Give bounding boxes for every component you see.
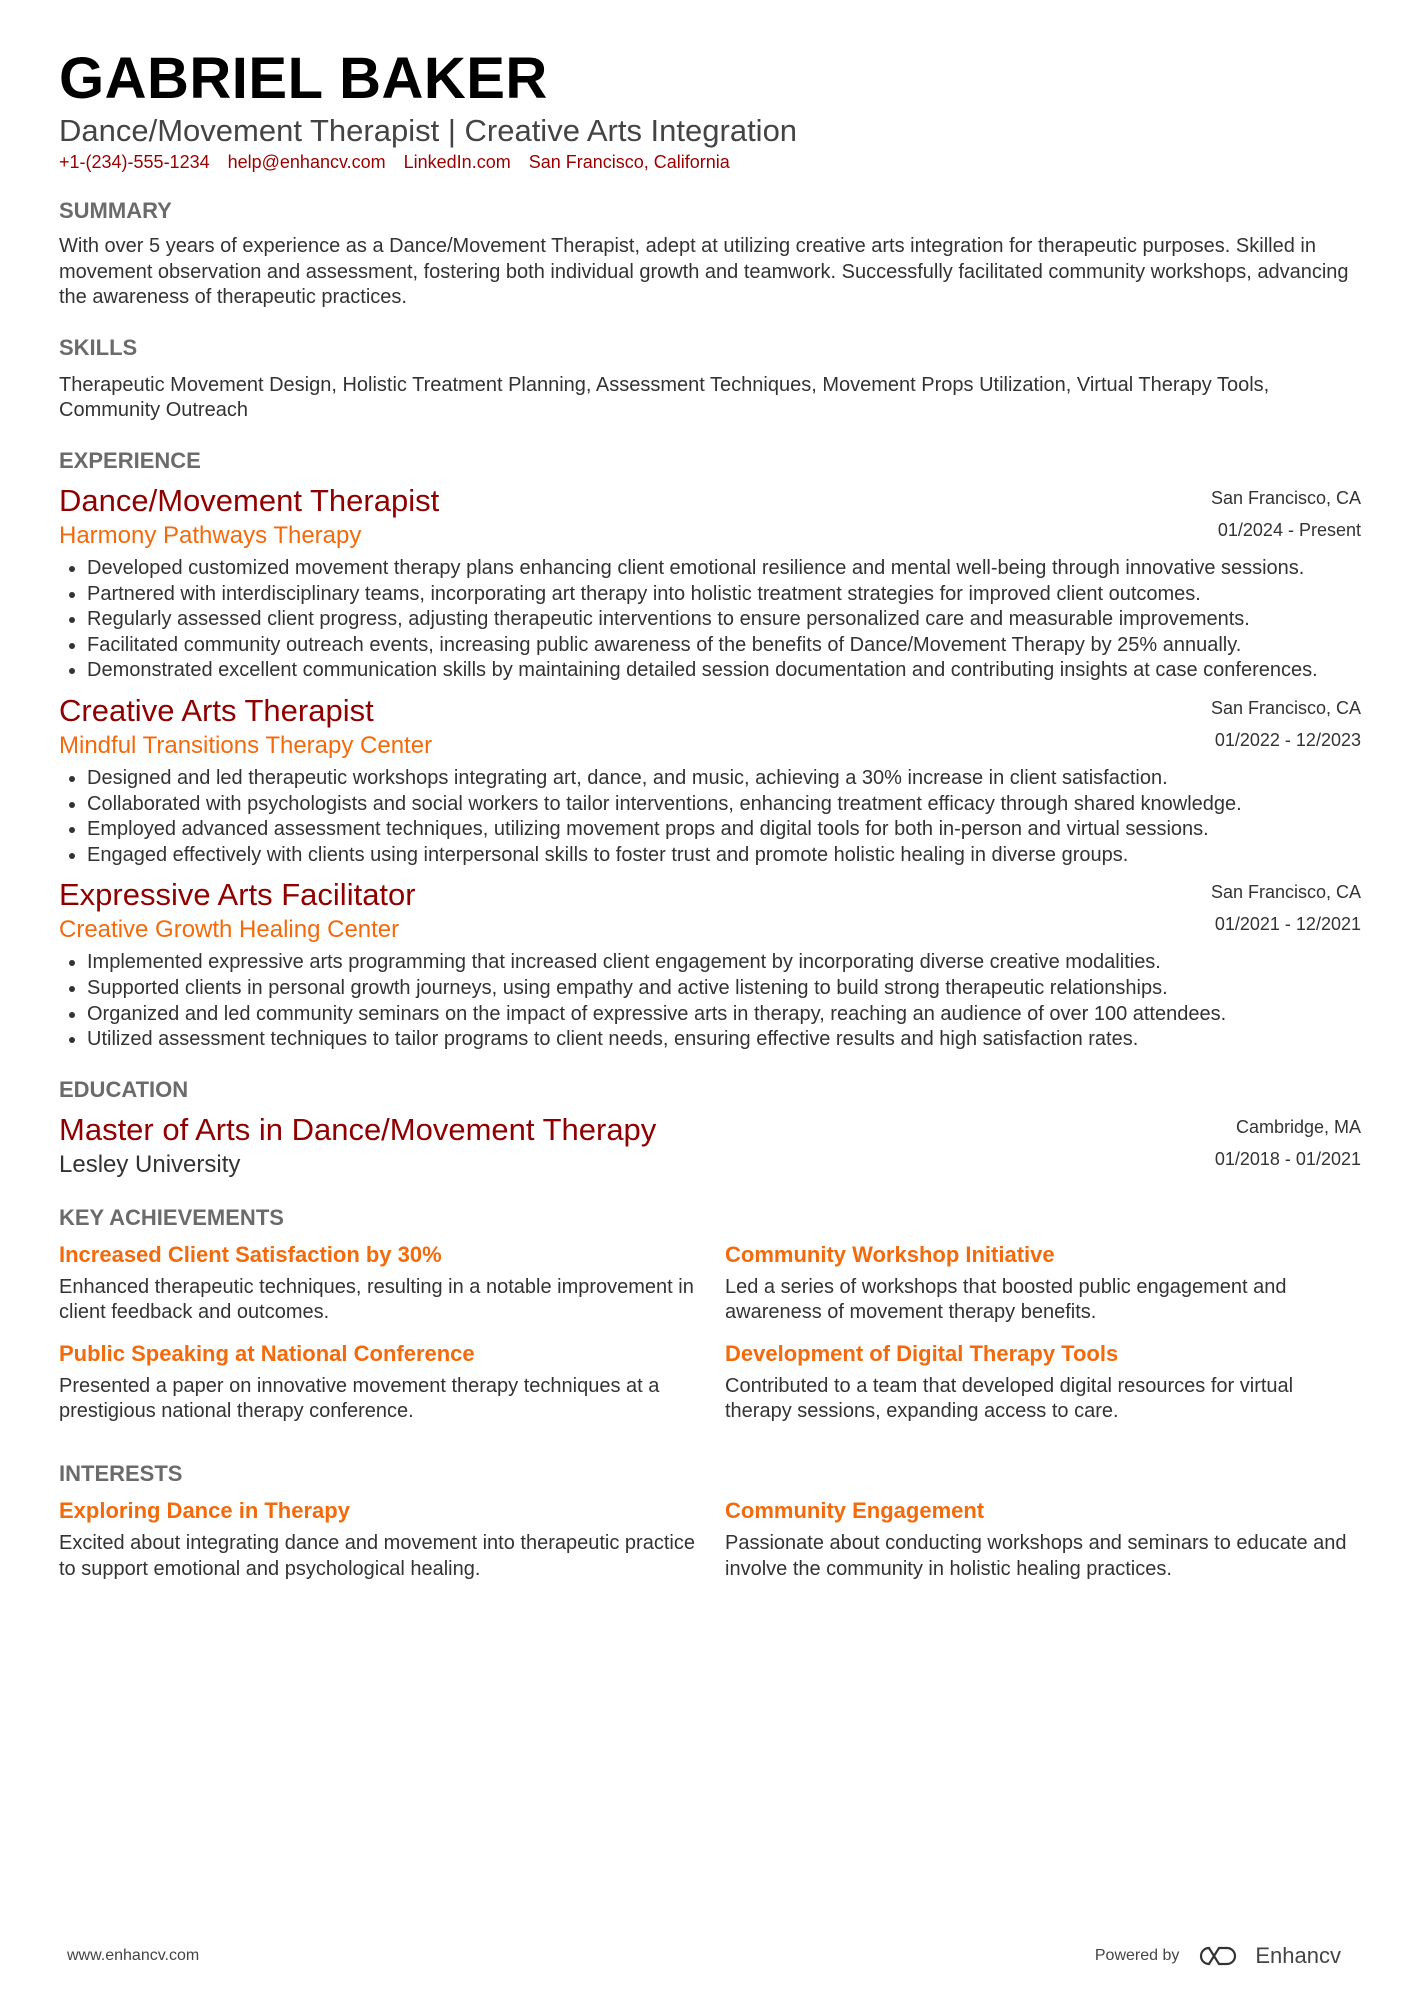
education-location: Cambridge, MA (1235, 1116, 1361, 1137)
achievement-title: Increased Client Satisfaction by 30% (59, 1241, 442, 1267)
bullet: • Organized and led community seminars on the impact of expressive arts in therapy, reaching an audience of over 100 attendees. (87, 1002, 1361, 1028)
bullet: • Designed and led therapeutic workshops integrating art, dance, and music, achieving a 30% increase in client satisfaction. (87, 766, 1361, 792)
bullet: • Utilized assessment techniques to tailor programs to client needs, ensuring effective results and high satisfaction rates. (87, 1027, 1361, 1053)
section-heading: SUMMARY (59, 198, 172, 223)
job-title: Creative Arts Therapist (59, 692, 374, 728)
achievement-title: Community Workshop Initiative (725, 1241, 1055, 1267)
interests-section (59, 1461, 1361, 1594)
degree: Master of Arts in Dance/Movement Therapy (59, 1111, 657, 1147)
summary-section (59, 198, 1361, 311)
job-location: San Francisco, CA (1210, 697, 1361, 718)
linkedin-link[interactable]: LinkedIn.com (403, 152, 511, 172)
company-name: Harmony Pathways Therapy (59, 521, 362, 549)
footer (59, 1903, 1361, 1995)
headline: Dance/Movement Therapist | Creative Arts Integration (59, 113, 798, 148)
achievements-section (59, 1205, 1361, 1437)
bullet: • Implemented expressive arts programming that increased client engagement by incorporating diverse creative modalities. (87, 950, 1361, 976)
skills-section (59, 335, 1361, 424)
powered-by-label: Powered by (1094, 1947, 1180, 1964)
contact-info (59, 150, 1361, 174)
company-name: Mindful Transitions Therapy Center (59, 731, 433, 759)
enhancv-brand: Enhancv (1255, 1943, 1341, 1968)
interest-title: Community Engagement (725, 1498, 985, 1524)
job-dates: 01/2024 - Present (1217, 519, 1361, 540)
job-entry (59, 482, 1361, 684)
enhancv-logo-icon (1193, 1943, 1241, 1969)
education-section (59, 1077, 1361, 1181)
email-link[interactable]: help@enhancv.com (227, 152, 386, 172)
bullet: • Supported clients in personal growth journeys, using empathy and active listening to build strong therapeutic relationships. (87, 976, 1361, 1002)
section-heading: EDUCATION (59, 1076, 189, 1102)
section-heading: KEY ACHIEVEMENTS (59, 1204, 284, 1230)
job-entry (59, 692, 1361, 868)
bullet: • Engaged effectively with clients using interpersonal skills to foster trust and promote holistic healing in diverse groups. (87, 843, 1361, 869)
job-title: Dance/Movement Therapist (59, 482, 440, 518)
skills-text: Therapeutic Movement Design, Holistic Treatment Planning, Assessment Techniques, Movement Props Utilization, Virtual Therapy Tools, Community Outreach (59, 373, 1270, 422)
location: San Francisco, California (528, 152, 730, 172)
achievement-item (725, 1338, 1361, 1425)
experience-section (59, 448, 1361, 1053)
job-location: San Francisco, CA (1210, 882, 1361, 903)
job-dates: 01/2021 - 12/2021 (1214, 914, 1361, 935)
achievement-item (725, 1239, 1361, 1326)
section-heading: SKILLS (59, 334, 138, 360)
interest-text: Excited about integrating dance and movement into therapeutic practice to support emotional and psychological healing. (59, 1532, 695, 1580)
section-heading: INTERESTS (59, 1461, 183, 1487)
phone-link[interactable]: +1-(234)-555-1234 (59, 152, 210, 172)
bullet: • Employed advanced assessment techniques, utilizing movement props and digital tools for both in-person and virtual sessions. (87, 817, 1361, 843)
achievement-text: Presented a paper on innovative movement therapy techniques at a prestigious national therapy conference. (59, 1374, 660, 1423)
job-location: San Francisco, CA (1210, 487, 1361, 508)
bullet: • Facilitated community outreach events, increasing public awareness of the benefits of Dance/Movement Therapy by 25% annually. (87, 633, 1361, 659)
job-dates: 01/2022 - 12/2023 (1214, 729, 1361, 750)
footer-website[interactable]: www.enhancv.com (67, 1947, 200, 1964)
achievement-item (59, 1338, 695, 1425)
interest-item (59, 1495, 695, 1582)
company-name: Creative Growth Healing Center (59, 916, 400, 944)
education-dates: 01/2018 - 01/2021 (1214, 1148, 1361, 1169)
resume-header (59, 46, 1361, 174)
interest-title: Exploring Dance in Therapy (59, 1498, 350, 1524)
interest-item (725, 1495, 1361, 1582)
job-entry (59, 876, 1361, 1052)
bullet: • Developed customized movement therapy plans enhancing client emotional resilience and mental well-being through innovative sessions. (87, 556, 1361, 582)
achievement-text: Led a series of workshops that boosted public engagement and awareness of movement therapy benefits. (725, 1275, 1287, 1324)
achievement-title: Public Speaking at National Conference (59, 1340, 475, 1366)
summary-text: With over 5 years of experience as a Dance/Movement Therapist, adept at utilizing creative arts integration for therapeutic purposes. Skilled in movement observation and assessment, fostering both individual growth and teamwork. Successfully facilitated community workshops, advancing the awareness of therapeutic practices. (59, 235, 1349, 309)
job-bullets (59, 766, 1361, 868)
achievement-title: Development of Digital Therapy Tools (725, 1340, 1119, 1366)
bullet: • Partnered with interdisciplinary teams, incorporating art therapy into holistic treatment strategies for improved client outcomes. (87, 582, 1361, 608)
section-heading: EXPERIENCE (59, 447, 201, 473)
footer-branding (1095, 1943, 1341, 1969)
job-bullets (59, 556, 1361, 684)
bullet: • Regularly assessed client progress, adjusting therapeutic interventions to ensure personalized care and measurable improvements. (87, 607, 1361, 633)
achievement-text: Contributed to a team that developed digital resources for virtual therapy sessions, expanding access to care. (725, 1374, 1294, 1423)
bullet: • Demonstrated excellent communication skills by maintaining detailed session documentation and contributing insights at case conferences. (87, 658, 1361, 684)
bullet: • Collaborated with psychologists and social workers to tailor interventions, enhancing treatment efficacy through shared knowledge. (87, 792, 1361, 818)
job-title: Expressive Arts Facilitator (59, 877, 416, 913)
achievement-text: Enhanced therapeutic techniques, resulting in a notable improvement in client feedback and outcomes. (59, 1275, 694, 1324)
achievement-item (59, 1239, 695, 1326)
interest-text: Passionate about conducting workshops and seminars to educate and involve the community in holistic healing practices. (725, 1532, 1347, 1580)
candidate-name: GABRIEL BAKER (59, 46, 548, 111)
job-bullets (59, 950, 1361, 1052)
school-name: Lesley University (59, 1150, 241, 1178)
